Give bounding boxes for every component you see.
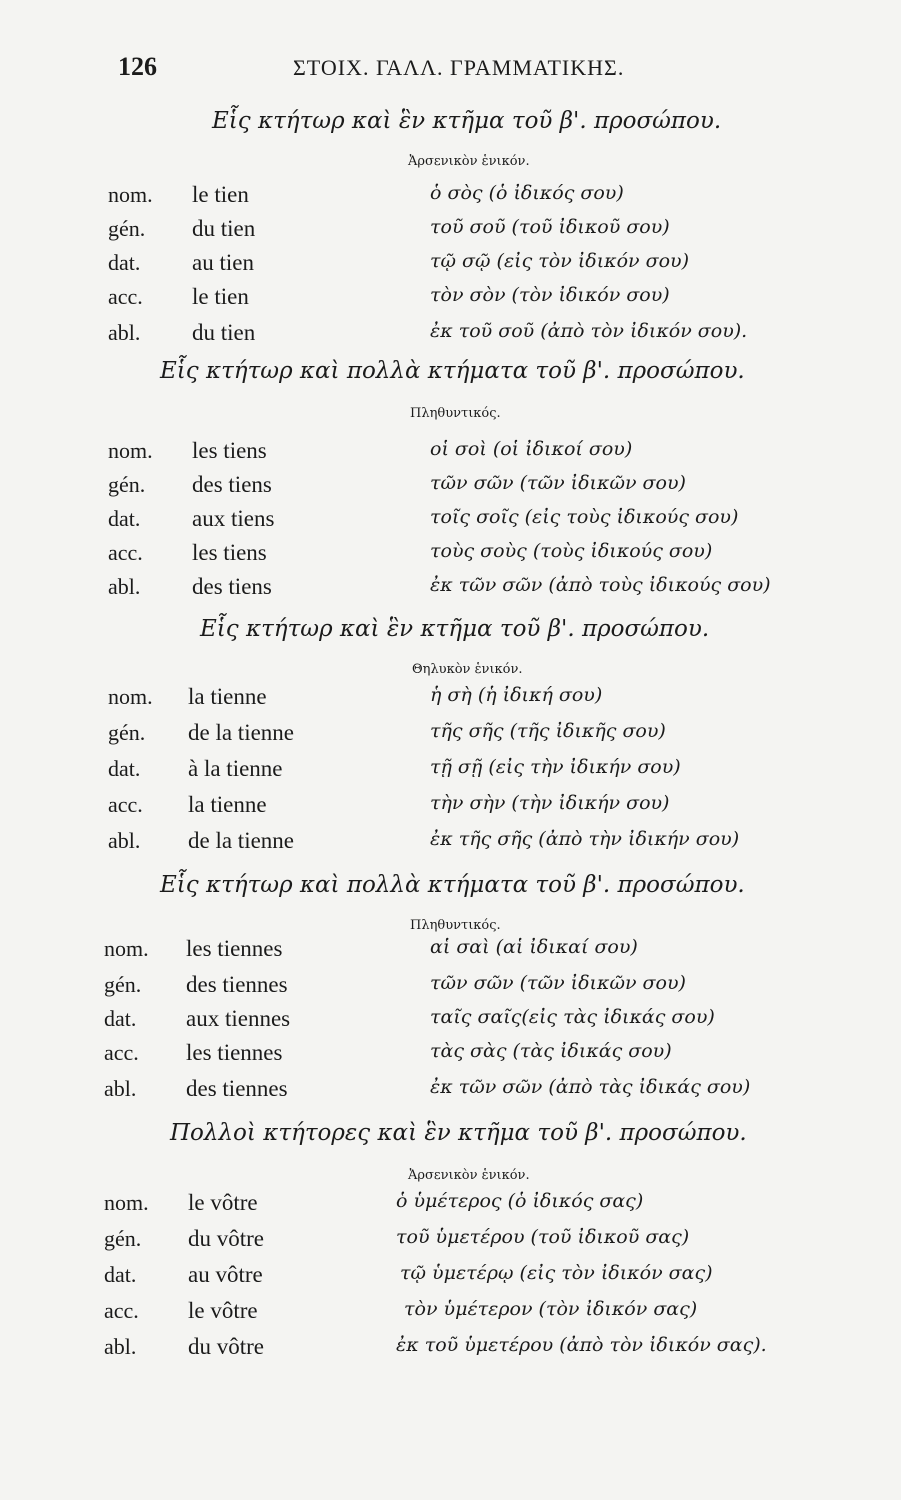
case-label: dat. (108, 756, 141, 781)
page-header (118, 52, 638, 86)
french-form: des tiens (192, 574, 272, 599)
greek-form: τοῦ σοῦ (τοῦ ἰδικοῦ σου) (430, 216, 670, 238)
declension-row (0, 1298, 901, 1332)
case-label: abl. (108, 828, 141, 853)
declension-row (0, 320, 901, 354)
greek-form: τῶν σῶν (τῶν ἰδικῶν σου) (430, 472, 686, 494)
greek-form: ταῖς σαῖς(εἰς τὰς ἰδικάς σου) (430, 1006, 715, 1028)
greek-form: αἱ σαὶ (αἱ ἰδικαί σου) (430, 936, 638, 958)
declension-row (0, 574, 901, 608)
greek-form: τὸν σὸν (τὸν ἰδικόν σου) (430, 284, 670, 306)
section-subtitle: Ἀρσενικὸν ἑνικόν. (408, 1168, 530, 1183)
case-label: nom. (108, 684, 153, 709)
french-form: des tiennes (186, 972, 288, 997)
declension-row (0, 828, 901, 862)
french-form: les tiens (192, 438, 267, 463)
french-form: les tiennes (186, 1040, 283, 1065)
french-form: des tiennes (186, 1076, 288, 1101)
case-label: acc. (104, 1040, 139, 1065)
declension-row (0, 1040, 901, 1074)
french-form: la tienne (188, 684, 267, 709)
french-form: les tiens (192, 540, 267, 565)
declension-row (0, 684, 901, 718)
french-form: le vôtre (188, 1298, 258, 1323)
declension-row (0, 182, 901, 216)
french-form: aux tiens (192, 506, 275, 531)
declension-row (0, 506, 901, 540)
greek-form: τοῖς σοῖς (εἰς τοὺς ἰδικούς σου) (430, 506, 739, 528)
declension-row (0, 972, 901, 1006)
declension-row (0, 1190, 901, 1224)
french-form: du vôtre (188, 1334, 265, 1359)
running-title: ΣΤΟΙΧ. ΓΑΛΛ. ΓΡΑΜΜΑΤΙΚΗΣ. (293, 55, 625, 80)
case-label: dat. (108, 250, 141, 275)
declension-row (0, 1076, 901, 1110)
section-subtitle: Ἀρσενικὸν ἑνικόν. (408, 154, 530, 169)
case-label: dat. (108, 506, 141, 531)
greek-form: τῷ σῷ (εἰς τὸν ἰδικόν σου) (430, 250, 690, 272)
greek-form: ἐκ τοῦ σοῦ (ἀπὸ τὸν ἰδικόν σου). (430, 320, 748, 342)
greek-form: οἱ σοὶ (οἱ ἰδικοί σου) (430, 438, 633, 460)
french-form: du vôtre (188, 1226, 265, 1251)
case-label: dat. (104, 1006, 137, 1031)
case-label: acc. (108, 284, 143, 309)
section-subtitle: Πληθυντικός. (410, 406, 501, 421)
french-form: à la tienne (188, 756, 283, 781)
greek-form: ἡ σὴ (ἡ ἰδική σου) (430, 684, 603, 706)
greek-form: τοὺς σοὺς (τοὺς ἰδικούς σου) (430, 540, 713, 562)
case-label: abl. (104, 1334, 137, 1359)
declension-row (0, 936, 901, 970)
greek-form: τὰς σὰς (τὰς ἰδικάς σου) (430, 1040, 672, 1062)
greek-form: ὁ σὸς (ὁ ἰδικός σου) (430, 182, 624, 204)
case-label: acc. (108, 792, 143, 817)
case-label: gén. (108, 216, 146, 241)
case-label: nom. (104, 1190, 149, 1215)
case-label: gén. (108, 472, 146, 497)
greek-form: ἐκ τοῦ ὑμετέρου (ἀπὸ τὸν ἰδικόν σας). (396, 1334, 767, 1356)
french-form: des tiens (192, 472, 272, 497)
greek-form: ὁ ὑμέτερος (ὁ ἰδικός σας) (396, 1190, 644, 1212)
french-form: le tien (192, 284, 249, 309)
french-form: le tien (192, 182, 249, 207)
case-label: nom. (104, 936, 149, 961)
french-form: les tiennes (186, 936, 283, 961)
french-form: au vôtre (188, 1262, 263, 1287)
section-title: Εἷς κτήτωρ καὶ ἓν κτῆμα τοῦ β'. προσώπου. (212, 108, 722, 134)
declension-row (0, 250, 901, 284)
french-form: du tien (192, 216, 256, 241)
french-form: de la tienne (188, 828, 295, 853)
declension-row (0, 216, 901, 250)
case-label: abl. (104, 1076, 137, 1101)
french-form: aux tiennes (186, 1006, 291, 1031)
section-subtitle: Πληθυντικός. (410, 918, 501, 933)
greek-form: τῇ σῇ (εἰς τὴν ἰδικήν σου) (430, 756, 681, 778)
french-form: au tien (192, 250, 254, 275)
greek-form: ἐκ τῶν σῶν (ἀπὸ τοὺς ἰδικούς σου) (430, 574, 771, 596)
section-title: Εἷς κτήτωρ καὶ πολλὰ κτήματα τοῦ β'. προσώπου. (160, 872, 745, 898)
section-subtitle: Θηλυκὸν ἑνικόν. (412, 662, 523, 677)
case-label: abl. (108, 574, 141, 599)
case-label: acc. (104, 1298, 139, 1323)
section-title: Πολλοὶ κτήτορες καὶ ἓν κτῆμα τοῦ β'. προσώπου. (170, 1120, 747, 1146)
greek-form: τὸν ὑμέτερον (τὸν ἰδικόν σας) (404, 1298, 698, 1320)
case-label: abl. (108, 320, 141, 345)
french-form: du tien (192, 320, 256, 345)
french-form: de la tienne (188, 720, 295, 745)
french-form: le vôtre (188, 1190, 258, 1215)
declension-row (0, 540, 901, 574)
greek-form: τῷ ὑμετέρῳ (εἰς τὸν ἰδικόν σας) (400, 1262, 713, 1284)
case-label: acc. (108, 540, 143, 565)
declension-row (0, 792, 901, 826)
greek-form: ἐκ τῆς σῆς (ἀπὸ τὴν ἰδικήν σου) (430, 828, 740, 850)
case-label: nom. (108, 182, 153, 207)
declension-row (0, 472, 901, 506)
greek-form: ἐκ τῶν σῶν (ἀπὸ τὰς ἰδικάς σου) (430, 1076, 751, 1098)
declension-row (0, 1006, 901, 1040)
greek-form: τὴν σὴν (τὴν ἰδικήν σου) (430, 792, 670, 814)
case-label: dat. (104, 1262, 137, 1287)
declension-row (0, 438, 901, 472)
greek-form: τῶν σῶν (τῶν ἰδικῶν σου) (430, 972, 686, 994)
declension-row (0, 284, 901, 318)
declension-row (0, 1262, 901, 1296)
page-number: 126 (118, 52, 157, 81)
greek-form: τοῦ ὑμετέρου (τοῦ ἰδικοῦ σας) (396, 1226, 690, 1248)
case-label: gén. (104, 972, 142, 997)
greek-form: τῆς σῆς (τῆς ἰδικῆς σου) (430, 720, 666, 742)
declension-row (0, 720, 901, 754)
section-title: Εἷς κτήτωρ καὶ πολλὰ κτήματα τοῦ β'. προσώπου. (160, 358, 745, 384)
section-title: Εἷς κτήτωρ καὶ ἓν κτῆμα τοῦ β'. προσώπου. (200, 616, 710, 642)
declension-row (0, 756, 901, 790)
declension-row (0, 1226, 901, 1260)
case-label: gén. (104, 1226, 142, 1251)
french-form: la tienne (188, 792, 267, 817)
case-label: nom. (108, 438, 153, 463)
declension-row (0, 1334, 901, 1368)
case-label: gén. (108, 720, 146, 745)
